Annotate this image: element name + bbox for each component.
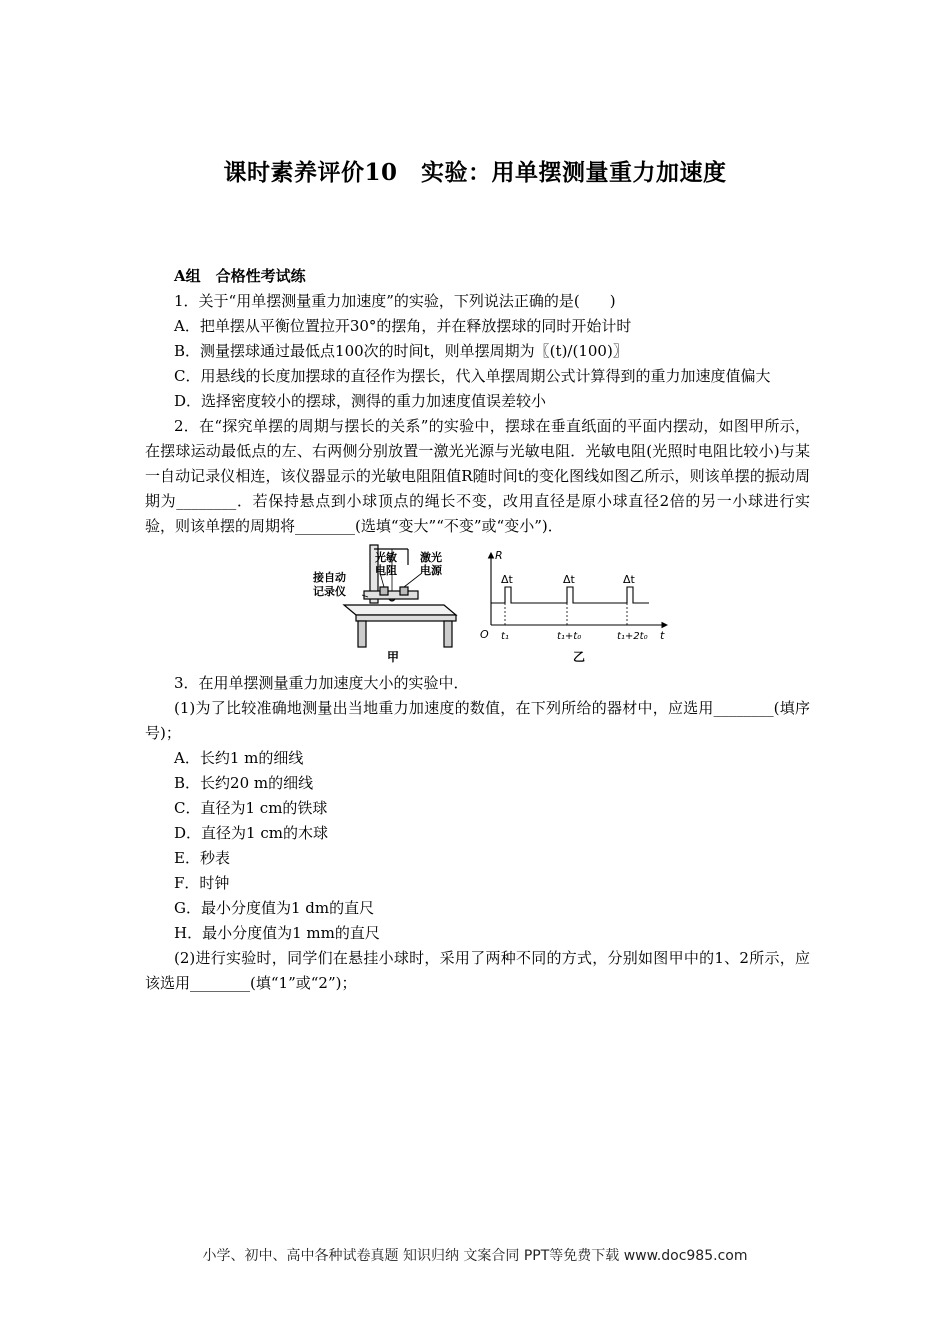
q3-stem: 3．在用单摆测量重力加速度大小的实验中． [174,674,469,692]
section-heading: A组 合格性考试练 [174,267,306,285]
q3-option-f: F．时钟 [174,874,230,892]
figure-row [145,543,810,663]
q3-option-h: H．最小分度值为1 mm的直尺 [174,924,380,942]
resistance-time-graph [477,543,677,663]
q1-option-b: B．测量摆球通过最低点100次的时间t，则单摆周期为〖(t)/(100)〗 [174,342,628,360]
label-sensor-2: 电阻 [375,564,397,577]
delta-t-label-2: Δt [563,573,575,586]
caption-jia: 甲 [387,650,400,663]
delta-t-label-1: Δt [501,573,513,586]
q3-option-c: C．直径为1 cm的铁球 [174,799,328,817]
caption-yi: 乙 [573,650,586,663]
q3-part-2: (2)进行实验时，同学们在悬挂小球时，采用了两种不同的方式，分别如图甲中的1、2所示，应该选用________(填“1”或“2”)； [145,949,810,992]
q1-option-d: D．选择密度较小的摆球，测得的重力加速度值误差较小 [174,392,547,410]
axis-label-r: R [495,549,503,562]
label-laser-1: 激光 [420,551,442,564]
q1-stem: 1．关于“用单摆测量重力加速度”的实验，下列说法正确的是( ) [174,292,616,310]
origin-label: O [480,628,489,641]
page-footer: 小学、初中、高中各种试卷真题 知识归纳 文案合同 PPT等免费下载 www.doc985.com [202,1248,748,1264]
delta-t-label-3: Δt [623,573,635,586]
page-title: 课时素养评价10 实验：用单摆测量重力加速度 [223,159,727,186]
q3-option-e: E．秒表 [174,849,230,867]
q1-option-c: C．用悬线的长度加摆球的直径作为摆长，代入单摆周期公式计算得到的重力加速度值偏大 [174,367,771,385]
q3-option-a: A．长约1 m的细线 [174,749,304,767]
q2-text: 2．在“探究单摆的周期与摆长的关系”的实验中，摆球在垂直纸面的平面内摆动，如图甲所示，在摆球运动最低点的左、右两侧分别放置一激光光源与光敏电阻．光敏电阻(光照时电阻比较小)与某一自动记录仪相连，该仪器显示的光敏电阻阻值R随时间t的变化图线如图乙所示，则该单摆的振动周期为________．若保持悬点到小球顶点的绳长不变，改用直径是原小球直径2倍的另一小球进行实验，则该单摆的周期将________(选填“变大”“不变”或“变小”)． [145,417,810,535]
q3-option-b: B．长约20 m的细线 [174,774,314,792]
label-recorder-1: 接自动 [313,571,346,584]
axis-label-t: t [660,629,665,642]
label-sensor-1: 光敏 [375,551,397,564]
label-laser-2: 电源 [420,564,442,577]
q3-option-g: G．最小分度值为1 dm的直尺 [174,899,375,917]
tick-label-t1-t0: t₁+t₀ [557,631,582,642]
document-body [145,264,810,996]
label-recorder-2: 记录仪 [313,585,346,598]
tick-label-t1: t₁ [501,631,509,642]
q1-option-a: A．把单摆从平衡位置拉开30°的摆角，并在释放摆球的同时开始计时 [174,317,632,335]
tick-label-t1-2t0: t₁+2t₀ [617,631,648,642]
q3-option-d: D．直径为1 cm的木球 [174,824,328,842]
apparatus-figure [312,543,472,663]
q3-part-1: (1)为了比较准确地测量出当地重力加速度的数值，在下列所给的器材中，应选用________(填序号)； [145,699,810,742]
